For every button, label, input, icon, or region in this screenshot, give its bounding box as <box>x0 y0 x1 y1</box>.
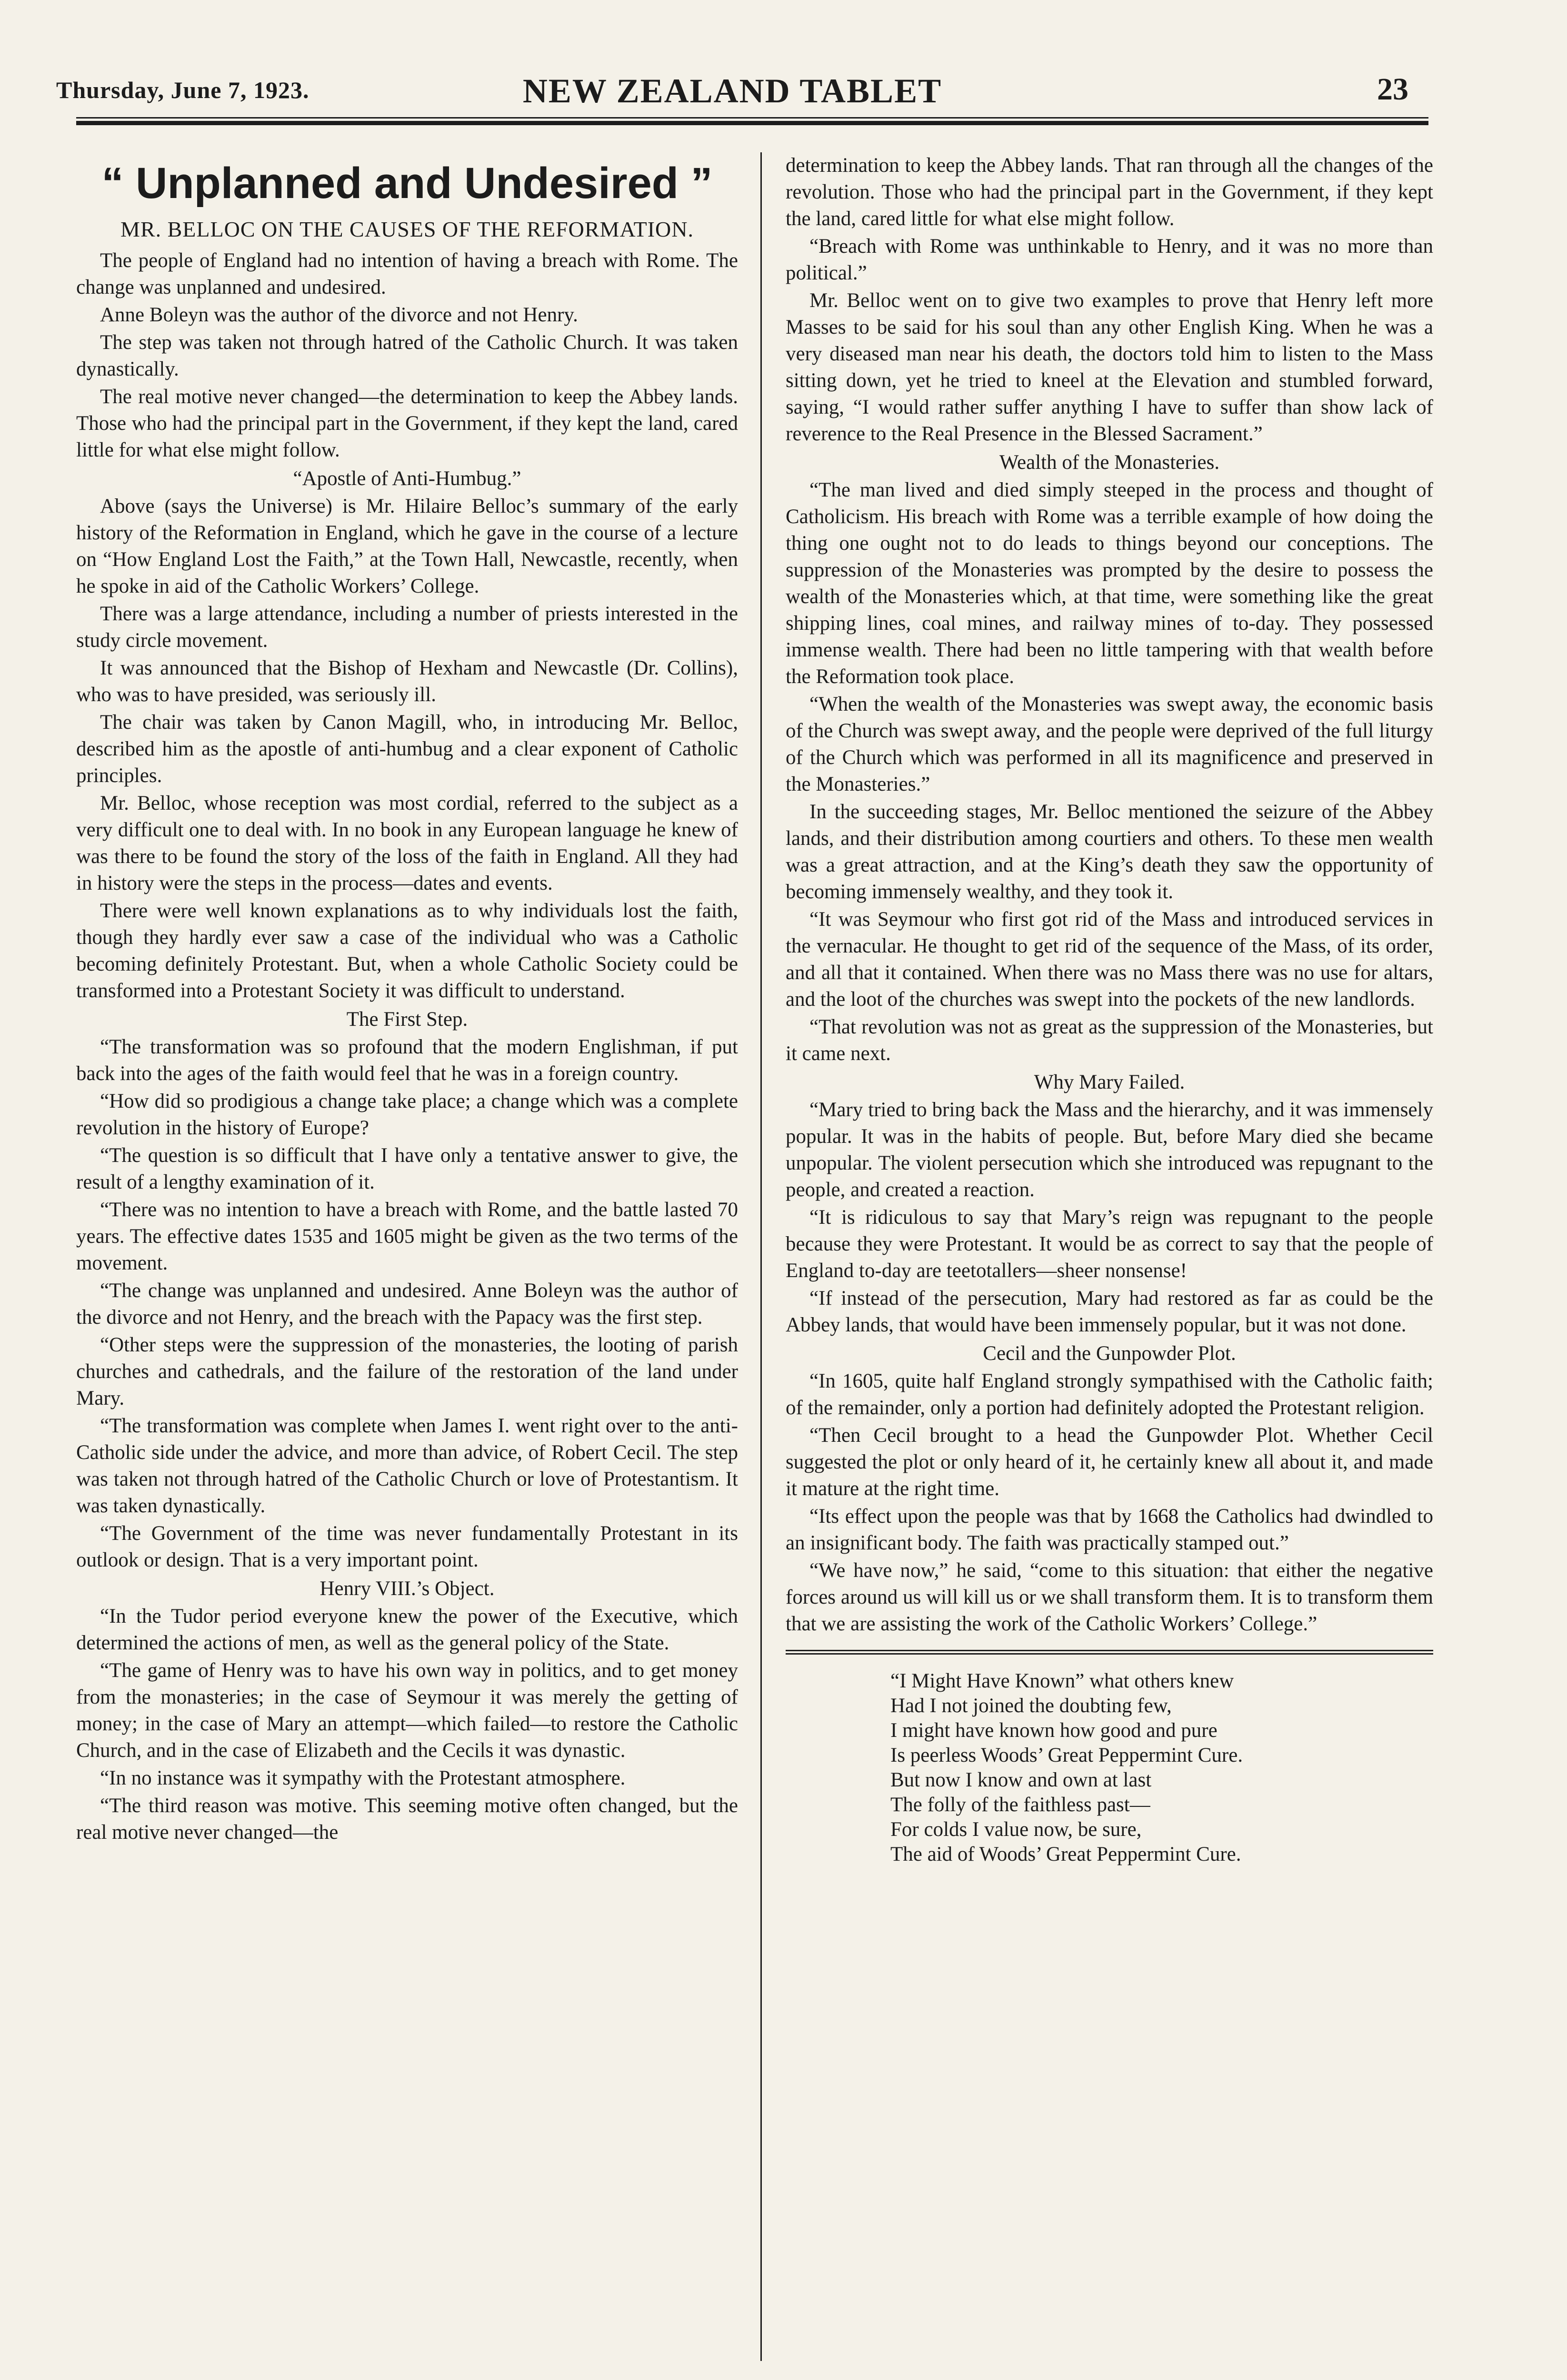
article-paragraph: “It was Seymour who first got rid of the Mass and introduced services in the vernacular. He thought to get rid of the sequence of the Mass, of its order, and all that it contained. When there was no Mass there was no use for altars, and the loot of the churches was swept into the pockets of the new landlords. <box>786 908 1433 1011</box>
article-paragraph: “That revolution was not as great as the suppression of the Monasteries, but it came next. <box>786 1016 1433 1065</box>
article-paragraph: “In the Tudor period everyone knew the power of the Executive, which determined the actions of men, as well as the general policy of the State. <box>76 1605 738 1654</box>
article-paragraph: “When the wealth of the Monasteries was swept away, the economic basis of the Church was swept away, and the people were deprived of the full liturgy of the Church which was performed in all its magnificence and preserved in the Monasteries.” <box>786 693 1433 795</box>
article-paragraph: “Breach with Rome was unthinkable to Henry, and it was no more than political.” <box>786 235 1433 284</box>
article-paragraph: “How did so prodigious a change take place; a change which was a complete revolution in the history of Europe? <box>76 1090 738 1139</box>
masthead-rule-thick <box>76 121 1428 125</box>
column-divider <box>760 152 762 2361</box>
poem-line: I might have known how good and pure <box>890 1719 1218 1742</box>
masthead <box>56 71 1408 109</box>
article-paragraph: “The Government of the time was never fundamentally Protestant in its outlook or design. That is a very important point. <box>76 1522 738 1571</box>
masthead-rule-thin <box>76 117 1428 119</box>
poem-line: For colds I value now, be sure, <box>890 1818 1142 1841</box>
article-subtitle: MR. BELLOC ON THE CAUSES OF THE REFORMATION. <box>120 217 694 241</box>
left-column <box>76 152 738 1847</box>
article-paragraph: “The game of Henry was to have his own way in politics, and to get money from the monasteries; in the case of Seymour it was merely the getting of money; in the case of Mary an attempt—which failed—to restore the Catholic Church, and in the case of Elizabeth and the Cecils it was dynastic. <box>76 1659 738 1762</box>
article-paragraph: The people of England had no intention of having a breach with Rome. The change was unplanned and undesired. <box>76 249 738 298</box>
article-paragraph: “It is ridiculous to say that Mary’s reign was repugnant to the people because they were Protestant. It would be as correct to say that the people of England to-day are teetotallers—sheer nonsense! <box>786 1206 1433 1282</box>
section-heading: Wealth of the Monasteries. <box>999 451 1220 474</box>
article-paragraph: determination to keep the Abbey lands. That ran through all the changes of the revolution. Those who had the principal part in the Government, if they kept the land, cared little for what else might follow. <box>786 154 1433 230</box>
page-number: 23 <box>1377 72 1408 107</box>
poem-rule-top <box>786 1650 1433 1651</box>
article-paragraph: Anne Boleyn was the author of the divorce and not Henry. <box>100 304 578 326</box>
article-paragraph: “The transformation was so profound that the modern Englishman, if put back into the ages of the faith would feel that he was in a foreign country. <box>76 1036 738 1085</box>
publication-title: NEW ZEALAND TABLET <box>522 72 942 110</box>
right-column <box>786 152 1433 1867</box>
article-paragraph: The chair was taken by Canon Magill, who, in introducing Mr. Belloc, described him as the apostle of anti-humbug and a clear exponent of Catholic principles. <box>76 711 738 787</box>
article-title: “ Unplanned and Undesired ” <box>101 159 713 208</box>
poem-line: Is peerless Woods’ Great Peppermint Cure. <box>890 1744 1243 1766</box>
section-heading: The First Step. <box>346 1008 468 1031</box>
poem-line: “I Might Have Known” what others knew <box>890 1670 1234 1692</box>
article-paragraph: It was announced that the Bishop of Hexham and Newcastle (Dr. Collins), who was to have presided, was seriously ill. <box>76 657 738 706</box>
poem-line: Had I not joined the doubting few, <box>890 1695 1172 1717</box>
article-paragraph: “Its effect upon the people was that by 1668 the Catholics had dwindled to an insignificant body. The faith was practically stamped out.” <box>786 1505 1433 1554</box>
section-heading: Why Mary Failed. <box>1034 1071 1185 1093</box>
advert-poem <box>890 1669 1433 1867</box>
article-paragraph: “There was no intention to have a breach with Rome, and the battle lasted 70 years. The effective dates 1535 and 1605 might be given as the two terms of the movement. <box>76 1199 738 1274</box>
article-paragraph: There were well known explanations as to why individuals lost the faith, though they hardly ever saw a case of the individual who was a Catholic becoming definitely Protestant. But, when a whole Catholic Society could be transformed into a Protestant Society it was difficult to understand. <box>76 900 738 1002</box>
article-paragraph: There was a large attendance, including a number of priests interested in the study circle movement. <box>76 603 738 652</box>
article-paragraph: “Mary tried to bring back the Mass and the hierarchy, and it was immensely popular. It was in the habits of people. But, before Mary died she became unpopular. The violent persecution which she introduced was repugnant to the people, and created a reaction. <box>786 1099 1433 1201</box>
poem-rule-bottom <box>786 1653 1433 1655</box>
article-paragraph: “Other steps were the suppression of the monasteries, the looting of parish churches and cathedrals, and the failure of the restoration of the land under Mary. <box>76 1334 738 1409</box>
right-column-body <box>786 152 1433 1637</box>
article-paragraph: “In no instance was it sympathy with the Protestant atmosphere. <box>100 1767 626 1789</box>
left-column-body <box>76 248 738 1846</box>
issue-date: Thursday, June 7, 1923. <box>56 77 309 103</box>
article-paragraph: “The transformation was complete when James I. went right over to the anti-Catholic side under the advice, and more than advice, of Robert Cecil. The step was taken not through hatred of the Catholic Church or love of Protestantism. It was taken dynastically. <box>76 1415 738 1517</box>
poem-line: The aid of Woods’ Great Peppermint Cure. <box>890 1843 1241 1865</box>
article-paragraph: “In 1605, quite half England strongly sympathised with the Catholic faith; of the remainder, only a portion had definitely adopted the Protestant religion. <box>786 1370 1433 1419</box>
article-paragraph: “The third reason was motive. This seeming motive often changed, but the real motive never changed—the <box>76 1795 738 1844</box>
poem-line: The folly of the faithless past— <box>890 1794 1150 1816</box>
article-paragraph: The real motive never changed—the determination to keep the Abbey lands. Those who had the principal part in the Government, if they kept the land, cared little for what else might follow. <box>76 386 738 461</box>
article-paragraph: “The change was unplanned and undesired. Anne Boleyn was the author of the divorce and not Henry, and the breach with the Papacy was the first step. <box>76 1279 738 1329</box>
article-paragraph: In the succeeding stages, Mr. Belloc mentioned the seizure of the Abbey lands, and their distribution among courtiers and others. To these men wealth was a great attraction, and at the King’s death they saw the opportunity of becoming immensely wealthy, and they took it. <box>786 801 1433 903</box>
article-paragraph: “The question is so difficult that I have only a tentative answer to give, the result of a lengthy examination of it. <box>76 1144 738 1193</box>
section-heading: Cecil and the Gunpowder Plot. <box>983 1342 1236 1365</box>
article-paragraph: “Then Cecil brought to a head the Gunpowder Plot. Whether Cecil suggested the plot or only heard of it, he certainly knew all about it, and made it mature at the right time. <box>786 1424 1433 1500</box>
article-paragraph: “The man lived and died simply steeped in the process and thought of Catholicism. His breach with Rome was a terrible example of how doing the thing one ought not to do leads to things beyond our conceptions. The suppression of the Monasteries was prompted by the desire to possess the wealth of the Monasteries which, at that time, were something like the great shipping lines, coal mines, and railway mines of to-day. They possessed immense wealth. There had been no little tampering with that wealth before the Reformation took place. <box>786 479 1433 688</box>
poem-line: But now I know and own at last <box>890 1769 1152 1791</box>
section-heading: Henry VIII.’s Object. <box>319 1577 495 1600</box>
article-paragraph: “If instead of the persecution, Mary had restored as far as could be the Abbey lands, that would have been immensely popular, but it was not done. <box>786 1287 1433 1336</box>
article-paragraph: Mr. Belloc, whose reception was most cordial, referred to the subject as a very difficult one to deal with. In no book in any European language he knew of was there to be found the story of the loss of the faith in England. All they had in history were the steps in the process—dates and events. <box>76 792 738 894</box>
article-paragraph: “We have now,” he said, “come to this situation: that either the negative forces around us will kill us or we shall transform them. It is to transform them that we are assisting the work of the Catholic Workers’ College.” <box>786 1559 1433 1635</box>
article-paragraph: Above (says the Universe) is Mr. Hilaire Belloc’s summary of the early history of the Reformation in England, which he gave in the course of a lecture on “How England Lost the Faith,” at the Town Hall, Newcastle, recently, when he spoke in aid of the Catholic Workers’ College. <box>76 495 738 597</box>
article-paragraph: The step was taken not through hatred of the Catholic Church. It was taken dynastically. <box>76 331 738 380</box>
section-heading: “Apostle of Anti-Humbug.” <box>293 467 521 490</box>
article-paragraph: Mr. Belloc went on to give two examples to prove that Henry left more Masses to be said for his soul than any other English King. When he was a very diseased man near his death, the doctors told him to listen to the Mass sitting down, yet he tried to kneel at the Elevation and stumbled forward, saying, “I would rather suffer anything I have to suffer than show lack of reverence to the Real Presence in the Blessed Sacrament.” <box>786 289 1433 445</box>
